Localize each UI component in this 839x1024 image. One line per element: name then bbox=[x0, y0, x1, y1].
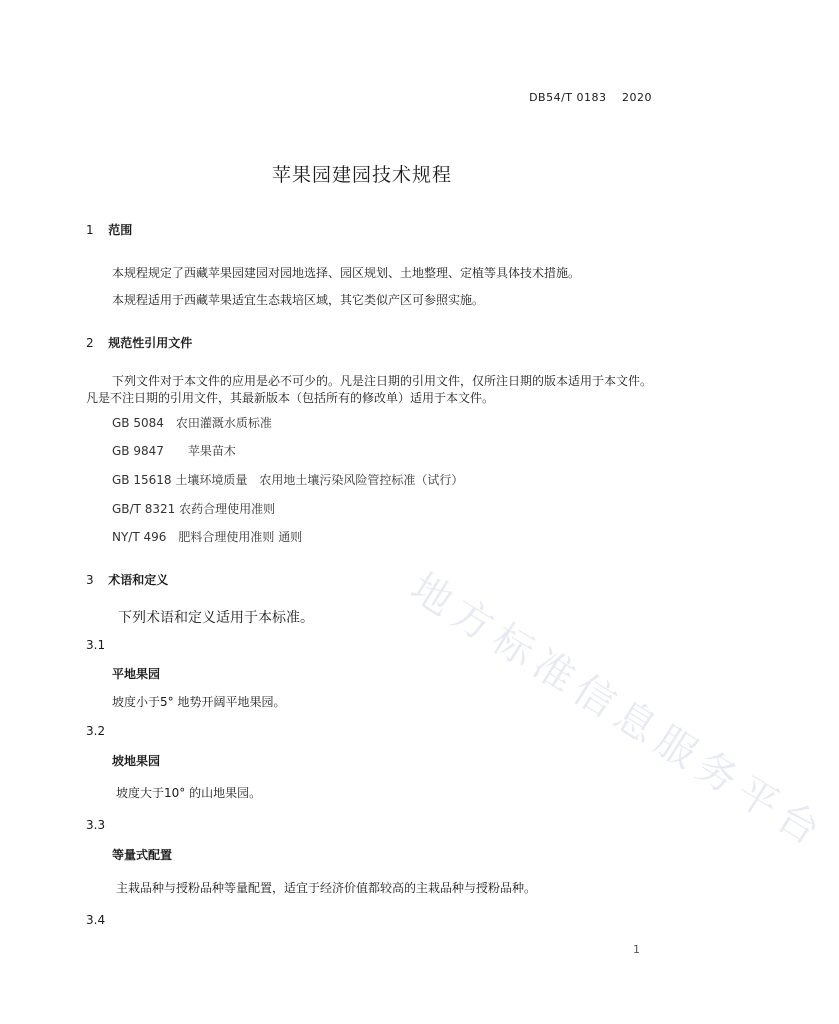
term-definition: 主栽品种与授粉品种等量配置，适宜于经济价值都较高的主栽品种与授粉品种。 bbox=[116, 881, 537, 895]
section-number: 2 bbox=[86, 336, 94, 350]
clause-number: 3.2 bbox=[86, 724, 106, 738]
section-number: 3 bbox=[86, 573, 94, 587]
term-name: 等量式配置 bbox=[112, 848, 173, 862]
ref-item: NY/T 496 肥料合理使用准则 通则 bbox=[112, 530, 303, 544]
term-name: 平地果园 bbox=[112, 667, 161, 681]
ref-item: GB 15618 土壤环境质量 农用地土壤污染风险管控标准（试行） bbox=[112, 473, 464, 487]
ref-item: GB 5084 农田灌溉水质标准 bbox=[112, 416, 272, 430]
term-definition: 坡度小于5° 地势开阔平地果园。 bbox=[112, 695, 286, 709]
scope-paragraph-1: 本规程规定了西藏苹果园建园对园地选择、园区规划、土地整理、定植等具体技术措施。 bbox=[112, 266, 581, 280]
clause-number: 3.4 bbox=[86, 913, 106, 927]
section-3-heading bbox=[86, 571, 168, 588]
section-title: 规范性引用文件 bbox=[108, 336, 193, 350]
section-number: 1 bbox=[86, 223, 94, 237]
section-1-heading bbox=[86, 221, 132, 238]
scope-paragraph-2: 本规程适用于西藏苹果适宜生态栽培区域，其它类似产区可参照实施。 bbox=[112, 293, 485, 307]
section-2-heading bbox=[86, 334, 192, 351]
clause-number: 3.3 bbox=[86, 818, 106, 832]
refs-intro-paragraph: 下列文件对于本文件的应用是必不可少的。凡是注日期的引用文件，仅所注日期的版本适用于本文件。凡是不注日期的引用文件，其最新版本（包括所有的修改单）适用于本文件。 bbox=[86, 374, 653, 405]
term-definition: 坡度大于10° 的山地果园。 bbox=[116, 786, 262, 800]
watermark: 地方标准信息服务平台 bbox=[402, 564, 834, 859]
clause-number: 3.1 bbox=[86, 638, 106, 652]
section-title: 范围 bbox=[108, 223, 133, 237]
terms-intro: 下列术语和定义适用于本标准。 bbox=[118, 610, 314, 626]
document-title: 苹果园建园技术规程 bbox=[271, 164, 452, 186]
page-number: 1 bbox=[633, 943, 640, 956]
standard-code: DB54/T 0183 2020 bbox=[529, 91, 652, 104]
ref-item: GB/T 8321 农药合理使用准则 bbox=[112, 502, 276, 516]
ref-item: GB 9847 苹果苗木 bbox=[112, 444, 236, 458]
section-title: 术语和定义 bbox=[108, 573, 169, 587]
term-name: 坡地果园 bbox=[112, 754, 161, 768]
